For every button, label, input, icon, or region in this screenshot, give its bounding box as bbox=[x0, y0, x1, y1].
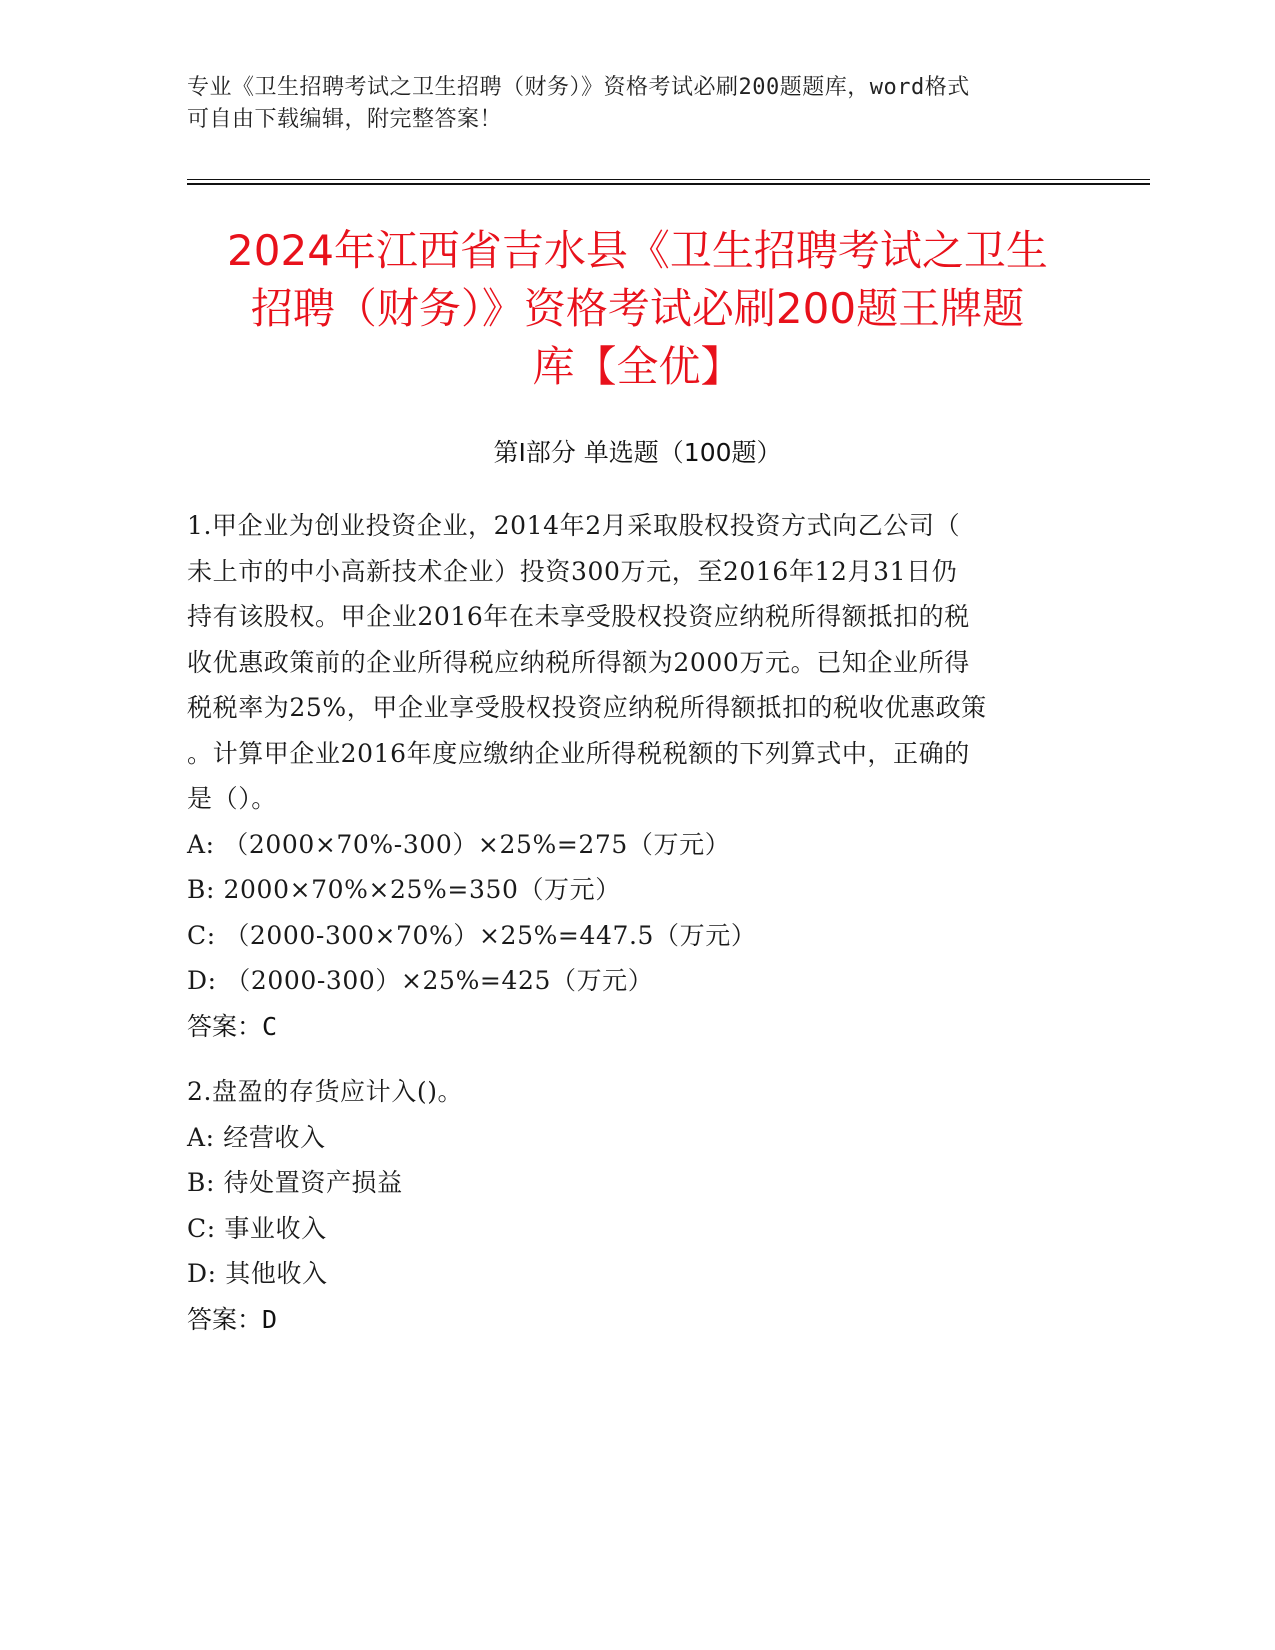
option-text: （2000-300）×25%=425（万元） bbox=[225, 966, 654, 995]
stem-line: 是（）。 bbox=[187, 784, 277, 813]
stem-line: 未上市的中小高新技术企业）投资300万元，至2016年12月31日仍 bbox=[187, 556, 958, 586]
header-divider-thick bbox=[187, 183, 1150, 185]
question-stem bbox=[187, 1069, 1077, 1115]
option-letter: D: bbox=[187, 1259, 217, 1288]
header-note-line: 专业《卫生招聘考试之卫生招聘（财务）》资格考试必刷200题题库，word格式 bbox=[187, 75, 970, 100]
header-divider-thin bbox=[187, 179, 1150, 180]
option-text: 经营收入 bbox=[223, 1122, 326, 1152]
title-line: 库【全优】 bbox=[532, 342, 743, 391]
question-stem bbox=[187, 503, 1077, 822]
option-letter: A: bbox=[187, 829, 215, 859]
option-c bbox=[187, 913, 1077, 959]
option-letter: B: bbox=[187, 1168, 215, 1197]
stem-line: 。计算甲企业2016年度应缴纳企业所得税税额的下列算式中，正确的 bbox=[187, 738, 970, 768]
option-letter: B: bbox=[187, 875, 215, 904]
option-text: （2000×70%-300）×25%=275（万元） bbox=[223, 829, 731, 859]
stem-line: 税税率为25%，甲企业享受股权投资应纳税所得额抵扣的税收优惠政策 bbox=[187, 693, 987, 722]
option-c bbox=[187, 1206, 1077, 1252]
option-b bbox=[187, 867, 1077, 913]
option-a bbox=[187, 822, 1077, 868]
option-text: （2000-300×70%）×25%=447.5（万元） bbox=[224, 920, 757, 950]
option-a bbox=[187, 1115, 1077, 1161]
question-1 bbox=[187, 503, 1077, 1049]
title-line: 2024年江西省吉水县《卫生招聘考试之卫生 bbox=[227, 226, 1048, 275]
option-letter: C: bbox=[187, 920, 216, 950]
option-d bbox=[187, 958, 1077, 1004]
stem-line: 持有该股权。甲企业2016年在未享受股权投资应纳税所得额抵扣的税 bbox=[187, 602, 970, 631]
question-2 bbox=[187, 1069, 1077, 1342]
option-text: 其他收入 bbox=[225, 1259, 328, 1288]
stem-line: 收优惠政策前的企业所得税应纳税所得额为2000万元。已知企业所得 bbox=[187, 647, 970, 677]
option-text: 2000×70%×25%=350（万元） bbox=[223, 875, 621, 904]
header-note bbox=[187, 72, 1067, 136]
option-letter: A: bbox=[187, 1122, 215, 1152]
option-letter: C: bbox=[187, 1213, 216, 1243]
option-text: 事业收入 bbox=[224, 1213, 327, 1243]
answer-line: 答案：C bbox=[187, 1011, 278, 1041]
option-text: 待处置资产损益 bbox=[223, 1168, 403, 1197]
answer-line: 答案：D bbox=[187, 1304, 278, 1334]
section-heading: 第Ⅰ部分 单选题（100题） bbox=[493, 438, 782, 467]
document-title bbox=[160, 222, 1115, 396]
title-line: 招聘（财务）》资格考试必刷200题王牌题 bbox=[250, 284, 1025, 333]
option-b bbox=[187, 1160, 1077, 1206]
header-note-line: 可自由下载编辑，附完整答案！ bbox=[187, 107, 503, 132]
stem-line: 2.盘盈的存货应计入()。 bbox=[187, 1077, 464, 1106]
stem-line: 1.甲企业为创业投资企业，2014年2月采取股权投资方式向乙公司（ bbox=[187, 511, 961, 540]
option-d bbox=[187, 1251, 1077, 1297]
option-letter: D: bbox=[187, 966, 217, 995]
